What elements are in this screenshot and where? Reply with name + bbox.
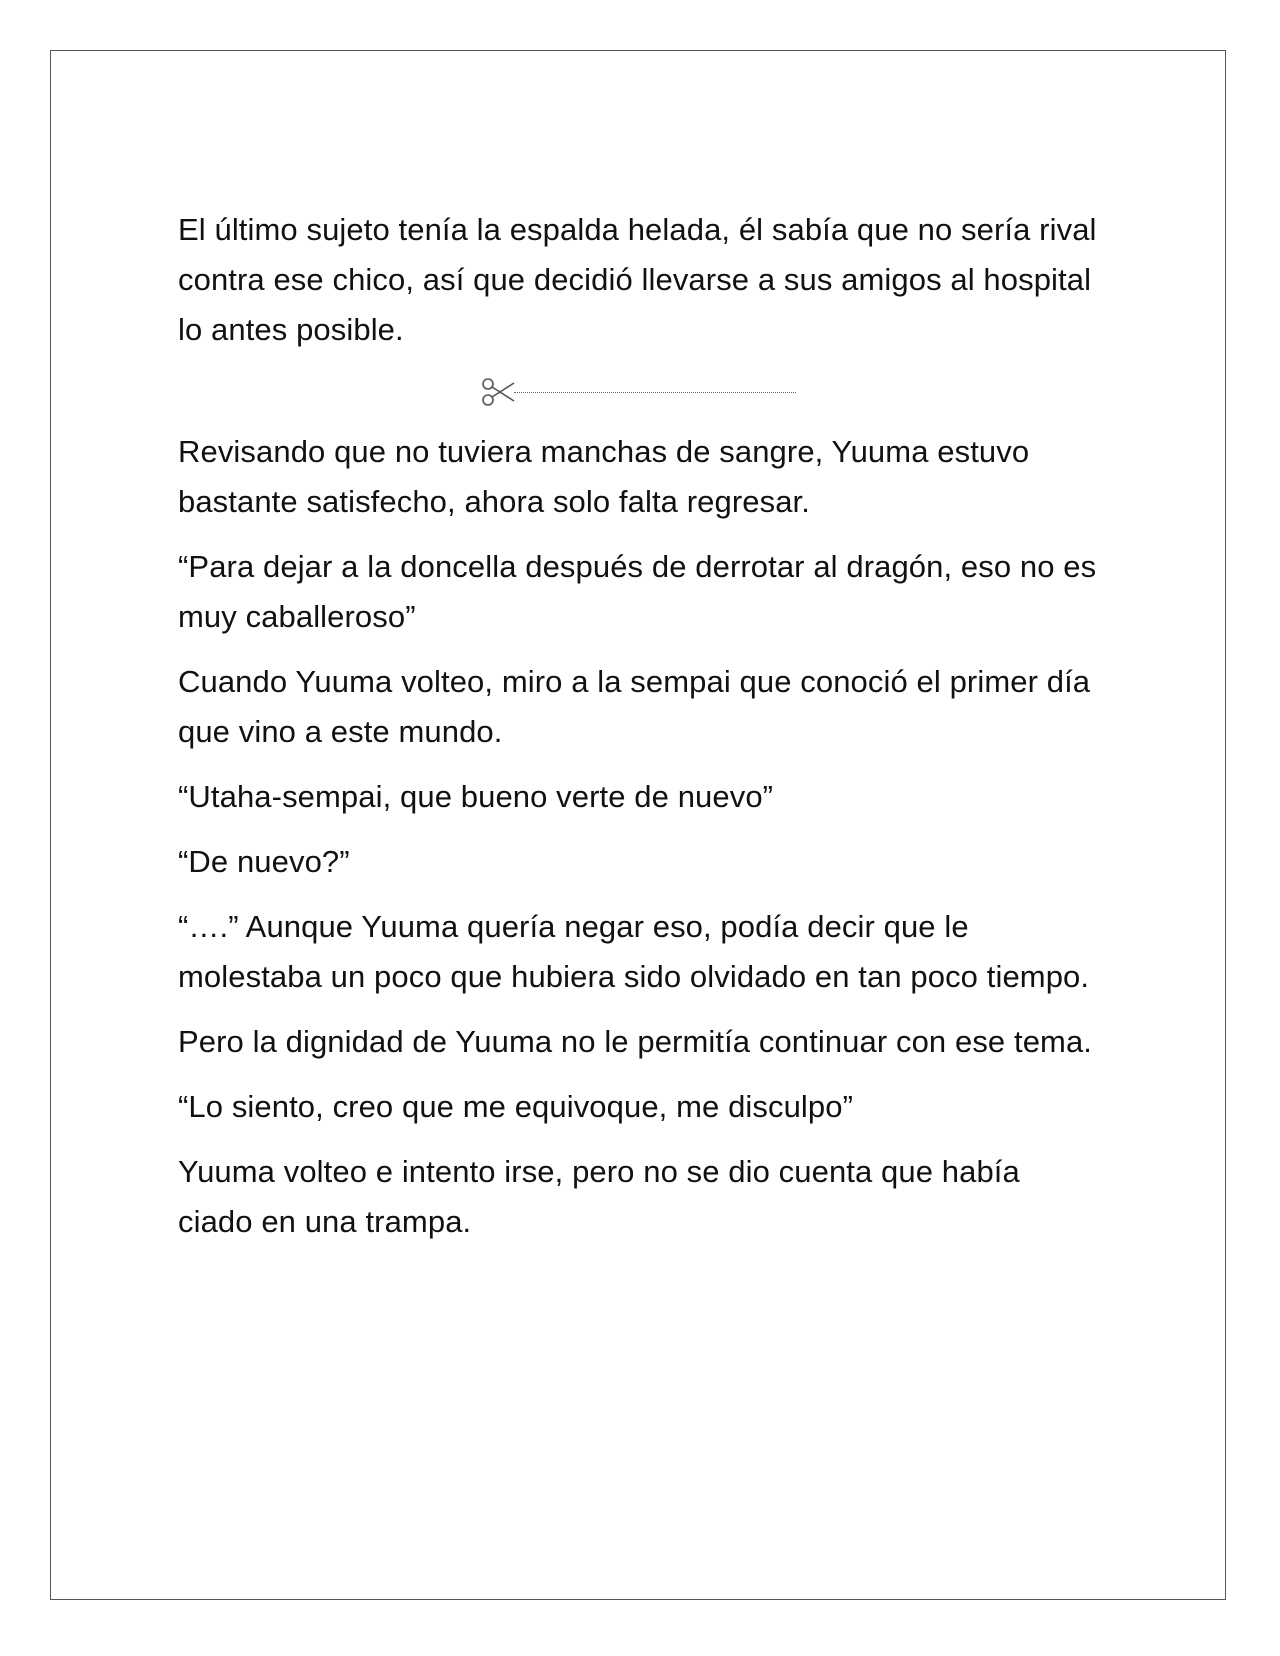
scissors-icon <box>480 377 516 407</box>
document-body <box>178 205 1098 1262</box>
paragraph: “Lo siento, creo que me equivoque, me disculpo” <box>178 1089 854 1124</box>
dotted-cut-line <box>514 392 796 393</box>
paragraph: “Utaha-sempai, que bueno verte de nuevo” <box>178 779 774 814</box>
scene-separator <box>178 373 1098 413</box>
paragraph: Pero la dignidad de Yuuma no le permitía continuar con ese tema. <box>178 1024 1093 1059</box>
paragraph: El último sujeto tenía la espalda helada, él sabía que no sería rival contra ese chico, así que decidió llevarse a sus amigos al hospital lo antes posible. <box>178 212 1097 347</box>
paragraph: “Para dejar a la doncella después de derrotar al dragón, eso no es muy caballeroso” <box>178 549 1097 634</box>
paragraph: “De nuevo?” <box>178 844 350 879</box>
paragraph: Cuando Yuuma volteo, miro a la sempai que conoció el primer día que vino a este mundo. <box>178 664 1091 749</box>
paragraph: Yuuma volteo e intento irse, pero no se dio cuenta que había ciado en una trampa. <box>178 1154 1020 1239</box>
paragraph: “….” Aunque Yuuma quería negar eso, podía decir que le molestaba un poco que hubiera sido olvidado en tan poco tiempo. <box>178 909 1090 994</box>
paragraph: Revisando que no tuviera manchas de sangre, Yuuma estuvo bastante satisfecho, ahora solo falta regresar. <box>178 434 1030 519</box>
